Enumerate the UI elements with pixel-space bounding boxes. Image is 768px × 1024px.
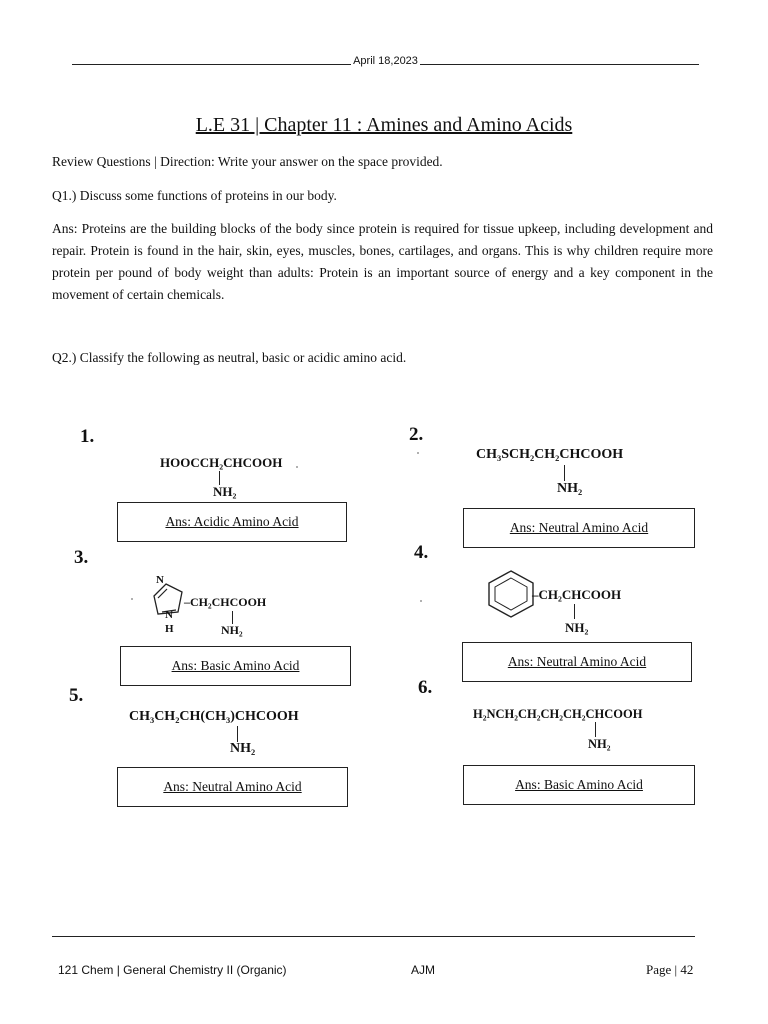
item-5-number: 5. — [69, 685, 84, 706]
item-2-answer: Ans: Neutral Amino Acid — [509, 520, 649, 535]
item-2-number: 2. — [409, 424, 424, 445]
item-3-formula: –CH₂CHCOOH — [184, 595, 267, 609]
item-2-amine: NH₂ — [557, 481, 583, 496]
item-1-answer: Ans: Acidic Amino Acid — [165, 514, 299, 529]
item-4-answer-box — [462, 642, 692, 682]
item-4-amine: NH₂ — [565, 620, 589, 635]
item-1-amine: NH₂ — [213, 484, 237, 499]
direction-text: Review Questions | Direction: Write your answer on the space provided. — [52, 154, 443, 169]
item-1-bond — [219, 471, 220, 485]
scan-speck — [417, 452, 419, 454]
item-3-ring-n-bottom: N — [165, 609, 173, 621]
item-2-formula: CH₃SCH₂CH₂CHCOOH — [476, 447, 624, 462]
item-6-bond — [595, 722, 596, 737]
item-3-number: 3. — [74, 547, 89, 568]
item-5-bond — [237, 726, 238, 742]
q1-question: Q1.) Discuss some functions of proteins in our body. — [52, 188, 337, 203]
item-4-answer: Ans: Neutral Amino Acid — [507, 654, 647, 669]
item-5-answer: Ans: Neutral Amino Acid — [163, 779, 302, 794]
item-6-amine: NH₂ — [588, 737, 611, 751]
item-3-amine: NH₂ — [221, 623, 243, 637]
q2-question: Q2.) Classify the following as neutral, basic or acidic amino acid. — [52, 350, 407, 365]
item-1-number: 1. — [80, 426, 95, 447]
item-6-answer: Ans: Basic Amino Acid — [515, 777, 643, 792]
item-2-answer-box — [463, 508, 695, 548]
page-title: L.E 31 | Chapter 11 : Amines and Amino Acids — [195, 114, 573, 136]
item-3-answer-box — [120, 646, 351, 686]
benzene-ring — [484, 568, 538, 620]
footer-course: 121 Chem | General Chemistry II (Organic) — [58, 963, 287, 977]
item-3-answer: Ans: Basic Amino Acid — [171, 658, 300, 673]
scan-speck — [131, 598, 133, 600]
item-5-amine: NH₂ — [230, 741, 256, 756]
item-1-formula: HOOCCH₂CHCOOH — [160, 455, 283, 470]
item-4-number: 4. — [414, 542, 429, 563]
item-6-answer-box — [463, 765, 695, 805]
item-6-number: 6. — [418, 677, 433, 698]
scan-speck — [296, 466, 298, 468]
q1-answer: Ans: Proteins are the building blocks of the body since protein is required for tissue upkeep, including development and repair. Protein is found in the hair, skin, eyes, muscles, bones, cartilages, and organs. This is why children require more protein per pound of body weight than adults: Protein is an important source of energy and a key component in the movement of certain chemicals. — [52, 221, 713, 302]
item-4-bond — [574, 604, 575, 619]
scan-speck — [420, 600, 422, 602]
header-date: April 18,2023 — [353, 55, 418, 67]
item-2-bond — [564, 465, 565, 481]
header-rule-right — [420, 64, 699, 65]
item-4-formula: –CH₂CHCOOH — [532, 587, 622, 602]
footer-rule — [52, 936, 695, 937]
item-3-ring-h: H — [165, 623, 174, 635]
footer-page-number: Page | 42 — [646, 962, 694, 977]
header-date-line — [72, 51, 699, 67]
item-6-formula: H₂NCH₂CH₂CH₂CH₂CHCOOH — [473, 707, 643, 721]
header-rule-left — [72, 64, 351, 65]
item-3-ring-n-top: N — [156, 574, 164, 586]
item-5-formula: CH₃CH₂CH(CH₃)CHCOOH — [129, 709, 299, 724]
footer-initials: AJM — [411, 963, 435, 977]
item-1-answer-box — [117, 502, 347, 542]
item-5-answer-box — [117, 767, 348, 807]
